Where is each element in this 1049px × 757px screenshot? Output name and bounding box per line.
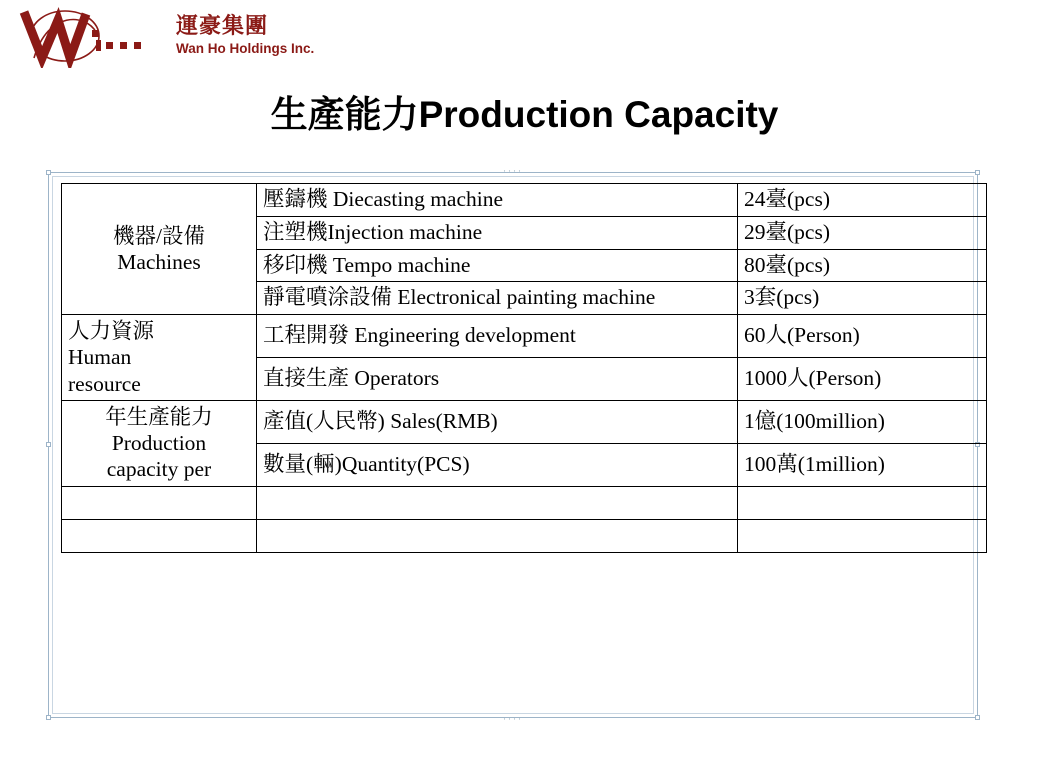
company-logo	[18, 6, 418, 70]
empty-cell	[257, 486, 738, 519]
item-label: 注塑機Injection machine	[257, 216, 738, 249]
table-placeholder-frame[interactable]	[48, 166, 978, 724]
item-value: 80臺(pcs)	[738, 249, 987, 282]
resize-handle-top-left[interactable]	[46, 170, 51, 175]
empty-cell	[62, 519, 257, 552]
empty-cell	[738, 519, 987, 552]
group-label-line1: 年生產能力	[105, 404, 213, 429]
table-row-empty	[62, 486, 987, 519]
resize-handle-middle-left[interactable]	[46, 442, 51, 447]
page-title: 生產能力Production Capacity	[270, 94, 779, 135]
row-group-machines	[62, 184, 257, 315]
resize-handle-top-right[interactable]	[975, 170, 980, 175]
table-row-empty	[62, 519, 987, 552]
group-label-line3: resource	[68, 371, 141, 396]
empty-cell	[62, 486, 257, 519]
item-value: 1億(100million)	[738, 400, 987, 443]
logo-mark-icon	[18, 6, 168, 68]
resize-handle-bottom-center[interactable]: ····	[503, 714, 523, 724]
group-label-line2: Machines	[117, 250, 201, 275]
logo-company-name-en: Wan Ho Holdings Inc.	[176, 41, 315, 56]
item-value: 1000人(Person)	[738, 358, 987, 401]
table-row	[62, 400, 987, 443]
empty-cell	[257, 519, 738, 552]
logo-company-name-cn: 運豪集團	[176, 13, 269, 38]
group-label-line1: 人力資源	[68, 319, 155, 344]
item-label: 直接生產 Operators	[257, 358, 738, 401]
item-value: 60人(Person)	[738, 315, 987, 358]
group-label-line2: Human	[68, 345, 132, 370]
group-label-line2: Production	[111, 431, 207, 456]
table-row	[62, 184, 987, 217]
resize-handle-top-center[interactable]: ····	[503, 166, 523, 176]
item-value: 24臺(pcs)	[738, 184, 987, 217]
group-label-line3: capacity per	[106, 457, 212, 482]
logo-text	[176, 14, 406, 57]
row-group-human-resource	[62, 315, 257, 401]
item-value: 29臺(pcs)	[738, 216, 987, 249]
item-value: 3套(pcs)	[738, 282, 987, 315]
resize-handle-bottom-left[interactable]	[46, 715, 51, 720]
row-group-annual-capacity	[62, 400, 257, 486]
item-label: 工程開發 Engineering development	[257, 315, 738, 358]
item-value: 100萬(1million)	[738, 443, 987, 486]
item-label: 數量(輛)Quantity(PCS)	[257, 443, 738, 486]
group-label-line1: 機器/設備	[113, 223, 205, 248]
item-label: 壓鑄機 Diecasting machine	[257, 184, 738, 217]
item-label: 靜電噴涂設備 Electronical painting machine	[257, 282, 738, 315]
production-capacity-table	[61, 183, 987, 553]
resize-handle-bottom-right[interactable]	[975, 715, 980, 720]
table-row	[62, 315, 987, 358]
item-label: 移印機 Tempo machine	[257, 249, 738, 282]
empty-cell	[738, 486, 987, 519]
item-label: 產值(人民幣) Sales(RMB)	[257, 400, 738, 443]
